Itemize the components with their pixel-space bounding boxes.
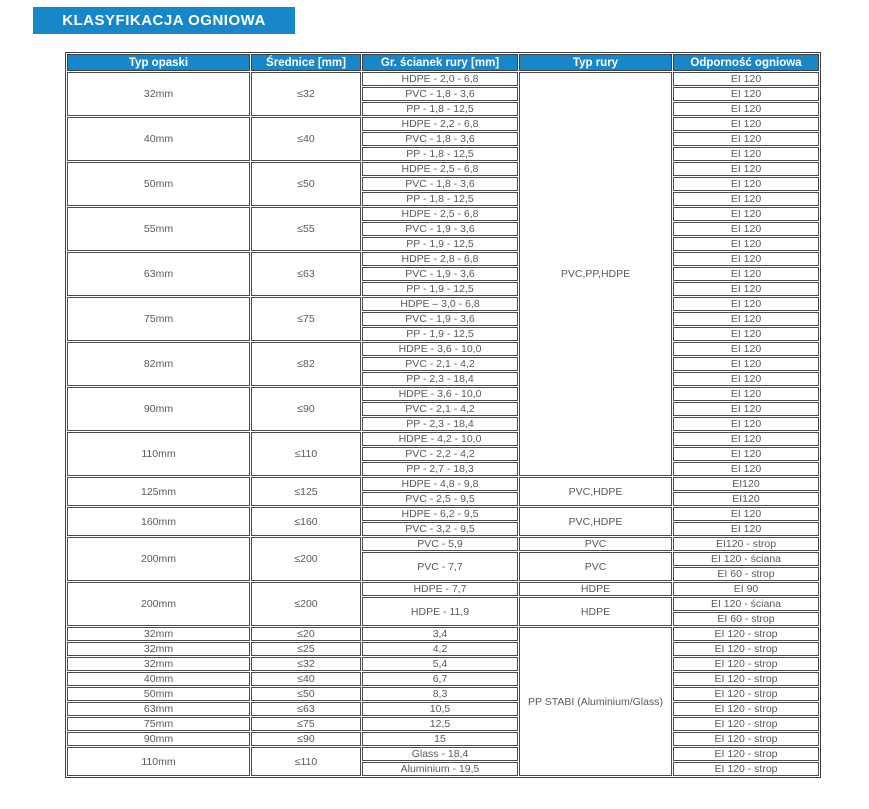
table-cell: EI 120: [673, 342, 819, 356]
table-cell: ≤200: [251, 537, 361, 581]
table-cell: EI 120: [673, 192, 819, 206]
table-cell: EI 120: [673, 507, 819, 521]
table-cell: HDPE – 3,0 - 6,8: [362, 297, 518, 311]
table-cell: ≤90: [251, 732, 361, 746]
table-row: [67, 687, 819, 701]
table-row: [67, 717, 819, 731]
table-cell: HDPE - 3,6 - 10,0: [362, 342, 518, 356]
table-cell: Aluminium - 19,5: [362, 762, 518, 776]
col-header-typ-rury: Typ rury: [519, 54, 672, 71]
table-cell: PVC - 1,9 - 3,6: [362, 222, 518, 236]
table-cell: EI 120: [673, 252, 819, 266]
table-cell: EI 120 - strop: [673, 717, 819, 731]
table-cell: EI 120: [673, 462, 819, 476]
table-cell: 110mm: [67, 747, 250, 776]
table-row: [67, 507, 819, 521]
table-cell: 8,3: [362, 687, 518, 701]
table-row: [67, 627, 819, 641]
table-cell: 63mm: [67, 252, 250, 296]
table-cell: 200mm: [67, 582, 250, 626]
table-cell: 32mm: [67, 657, 250, 671]
fire-classification-table: [65, 52, 821, 778]
table-row: [67, 537, 819, 551]
table-cell: EI 120: [673, 222, 819, 236]
table-cell: HDPE - 2,5 - 6,8: [362, 162, 518, 176]
table-cell: EI 120: [673, 312, 819, 326]
table-cell: EI120: [673, 492, 819, 506]
table-cell: PP - 1,9 - 12,5: [362, 327, 518, 341]
table-cell: EI 120: [673, 72, 819, 86]
table-cell: 75mm: [67, 717, 250, 731]
table-cell: 90mm: [67, 732, 250, 746]
table-cell: EI 120: [673, 387, 819, 401]
table-cell: ≤110: [251, 747, 361, 776]
page-title: KLASYFIKACJA OGNIOWA: [62, 12, 266, 29]
table-cell: PVC: [519, 552, 672, 581]
table-cell: HDPE - 2,0 - 6,8: [362, 72, 518, 86]
table-cell: HDPE - 3,6 - 10,0: [362, 387, 518, 401]
table-cell: 6,7: [362, 672, 518, 686]
table-cell: HDPE - 11,9: [362, 597, 518, 626]
table-cell: EI 120: [673, 237, 819, 251]
table-cell: EI 120: [673, 297, 819, 311]
table-cell: ≤50: [251, 687, 361, 701]
table-cell: 160mm: [67, 507, 250, 536]
table-cell: EI 120: [673, 132, 819, 146]
table-cell: ≤32: [251, 657, 361, 671]
table-cell: 3,4: [362, 627, 518, 641]
table-cell: EI 120: [673, 162, 819, 176]
table-cell: PVC - 1,9 - 3,6: [362, 267, 518, 281]
table-cell: EI 60 - strop: [673, 612, 819, 626]
table-cell: ≤63: [251, 702, 361, 716]
table-cell: 75mm: [67, 297, 250, 341]
table-cell: PVC - 5,9: [362, 537, 518, 551]
table-cell: EI 120: [673, 102, 819, 116]
table-cell: PVC,HDPE: [519, 507, 672, 536]
table-cell: PVC - 7,7: [362, 552, 518, 581]
table-row: [67, 732, 819, 746]
table-row: [67, 747, 819, 761]
table-cell: EI120 - strop: [673, 537, 819, 551]
table-cell: 32mm: [67, 72, 250, 116]
table-cell: PP - 1,8 - 12,5: [362, 192, 518, 206]
table-cell: EI 120: [673, 267, 819, 281]
table-cell: EI 120: [673, 372, 819, 386]
table-cell: 90mm: [67, 387, 250, 431]
table-cell: PVC - 1,8 - 3,6: [362, 177, 518, 191]
table-cell: EI 90: [673, 582, 819, 596]
table-cell: 15: [362, 732, 518, 746]
table-cell: EI 120: [673, 117, 819, 131]
table-cell: EI 120: [673, 207, 819, 221]
table-cell: EI 120 - strop: [673, 687, 819, 701]
table-cell: 50mm: [67, 162, 250, 206]
table-cell: 50mm: [67, 687, 250, 701]
table-cell: HDPE - 7,7: [362, 582, 518, 596]
table-cell: EI 120 - strop: [673, 762, 819, 776]
table-cell: 32mm: [67, 642, 250, 656]
table-cell: EI 120 - strop: [673, 672, 819, 686]
table-cell: HDPE: [519, 597, 672, 626]
table-row: [67, 672, 819, 686]
table-cell: PP - 1,9 - 12,5: [362, 237, 518, 251]
table-cell: ≤82: [251, 342, 361, 386]
table-cell: PVC - 2,5 - 9,5: [362, 492, 518, 506]
table-cell: ≤20: [251, 627, 361, 641]
table-cell: EI 120: [673, 417, 819, 431]
table-cell: PP - 2,3 - 18,4: [362, 417, 518, 431]
table-cell: ≤90: [251, 387, 361, 431]
table-cell: HDPE - 2,2 - 6,8: [362, 117, 518, 131]
table-cell: EI 120 - strop: [673, 627, 819, 641]
table-row: [67, 477, 819, 491]
table-cell: EI 120: [673, 522, 819, 536]
table-cell: 4,2: [362, 642, 518, 656]
table-cell: PVC: [519, 537, 672, 551]
table-cell: ≤40: [251, 117, 361, 161]
table-cell: EI 60 - strop: [673, 567, 819, 581]
table-cell: EI 120: [673, 357, 819, 371]
table-cell: 82mm: [67, 342, 250, 386]
table-row: [67, 642, 819, 656]
table-cell: PP STABI (Aluminium/Glass): [519, 627, 672, 776]
table-cell: PP - 1,8 - 12,5: [362, 102, 518, 116]
table-cell: EI 120: [673, 87, 819, 101]
table-cell: EI120: [673, 477, 819, 491]
table-cell: EI 120 - strop: [673, 747, 819, 761]
table-cell: EI 120 - strop: [673, 657, 819, 671]
table-row: [67, 72, 819, 86]
table-cell: PVC - 1,8 - 3,6: [362, 87, 518, 101]
table-cell: 125mm: [67, 477, 250, 506]
table-row: [67, 582, 819, 596]
table-cell: PVC,PP,HDPE: [519, 72, 672, 476]
table-cell: ≤75: [251, 717, 361, 731]
table-cell: EI 120 - strop: [673, 732, 819, 746]
table-cell: 5,4: [362, 657, 518, 671]
table-cell: EI 120 - strop: [673, 642, 819, 656]
table-cell: EI 120: [673, 282, 819, 296]
table-row: [67, 297, 819, 311]
table-row: [67, 387, 819, 401]
table-row: [67, 432, 819, 446]
table-row: [67, 252, 819, 266]
table-cell: ≤75: [251, 297, 361, 341]
header-row: [67, 54, 819, 71]
table-cell: ≤50: [251, 162, 361, 206]
table-row: [67, 207, 819, 221]
table-cell: 110mm: [67, 432, 250, 476]
col-header-srednice: Średnice [mm]: [251, 54, 361, 71]
table-cell: HDPE - 4,2 - 10,0: [362, 432, 518, 446]
table-cell: EI 120: [673, 432, 819, 446]
table-cell: EI 120 - strop: [673, 702, 819, 716]
table-row: [67, 342, 819, 356]
table-cell: EI 120: [673, 327, 819, 341]
table-cell: ≤110: [251, 432, 361, 476]
table-cell: EI 120: [673, 177, 819, 191]
table-cell: PVC - 2,1 - 4,2: [362, 402, 518, 416]
table-cell: HDPE: [519, 582, 672, 596]
table-cell: ≤25: [251, 642, 361, 656]
table-cell: 40mm: [67, 117, 250, 161]
table-cell: 10,5: [362, 702, 518, 716]
col-header-typ-opaski: Typ opaski: [67, 54, 250, 71]
table-row: [67, 657, 819, 671]
fire-classification-table-wrap: [65, 52, 821, 778]
table-cell: EI 120: [673, 402, 819, 416]
table-cell: PVC - 1,8 - 3,6: [362, 132, 518, 146]
table-cell: 55mm: [67, 207, 250, 251]
table-cell: EI 120 - ściana: [673, 552, 819, 566]
table-cell: PVC - 3,2 - 9,5: [362, 522, 518, 536]
table-cell: ≤125: [251, 477, 361, 506]
table-cell: PP - 1,9 - 12,5: [362, 282, 518, 296]
table-cell: ≤55: [251, 207, 361, 251]
table-cell: PVC - 2,1 - 4,2: [362, 357, 518, 371]
table-cell: 63mm: [67, 702, 250, 716]
table-cell: PVC - 1,9 - 3,6: [362, 312, 518, 326]
table-cell: PVC,HDPE: [519, 477, 672, 506]
col-header-odpornosc: Odporność ogniowa: [673, 54, 819, 71]
table-cell: ≤200: [251, 582, 361, 626]
table-cell: EI 120 - ściana: [673, 597, 819, 611]
table-cell: 40mm: [67, 672, 250, 686]
table-cell: Glass - 18,4: [362, 747, 518, 761]
table-cell: HDPE - 2,8 - 6,8: [362, 252, 518, 266]
table-cell: ≤63: [251, 252, 361, 296]
table-cell: ≤32: [251, 72, 361, 116]
table-cell: 200mm: [67, 537, 250, 581]
table-cell: PVC - 2,2 - 4,2: [362, 447, 518, 461]
table-cell: 32mm: [67, 627, 250, 641]
table-row: [67, 702, 819, 716]
table-cell: PP - 2,7 - 18,3: [362, 462, 518, 476]
table-row: [67, 162, 819, 176]
table-cell: PP - 2,3 - 18,4: [362, 372, 518, 386]
col-header-gr-scianek: Gr. ścianek rury [mm]: [362, 54, 518, 71]
table-cell: EI 120: [673, 447, 819, 461]
page-title-banner: [33, 7, 295, 34]
table-cell: 12,5: [362, 717, 518, 731]
table-cell: HDPE - 6,2 - 9,5: [362, 507, 518, 521]
table-cell: ≤160: [251, 507, 361, 536]
table-body: [67, 72, 819, 776]
table-cell: EI 120: [673, 147, 819, 161]
table-cell: HDPE - 4,8 - 9,8: [362, 477, 518, 491]
table-cell: ≤40: [251, 672, 361, 686]
table-row: [67, 117, 819, 131]
table-cell: PP - 1,8 - 12,5: [362, 147, 518, 161]
table-cell: HDPE - 2,5 - 6,8: [362, 207, 518, 221]
